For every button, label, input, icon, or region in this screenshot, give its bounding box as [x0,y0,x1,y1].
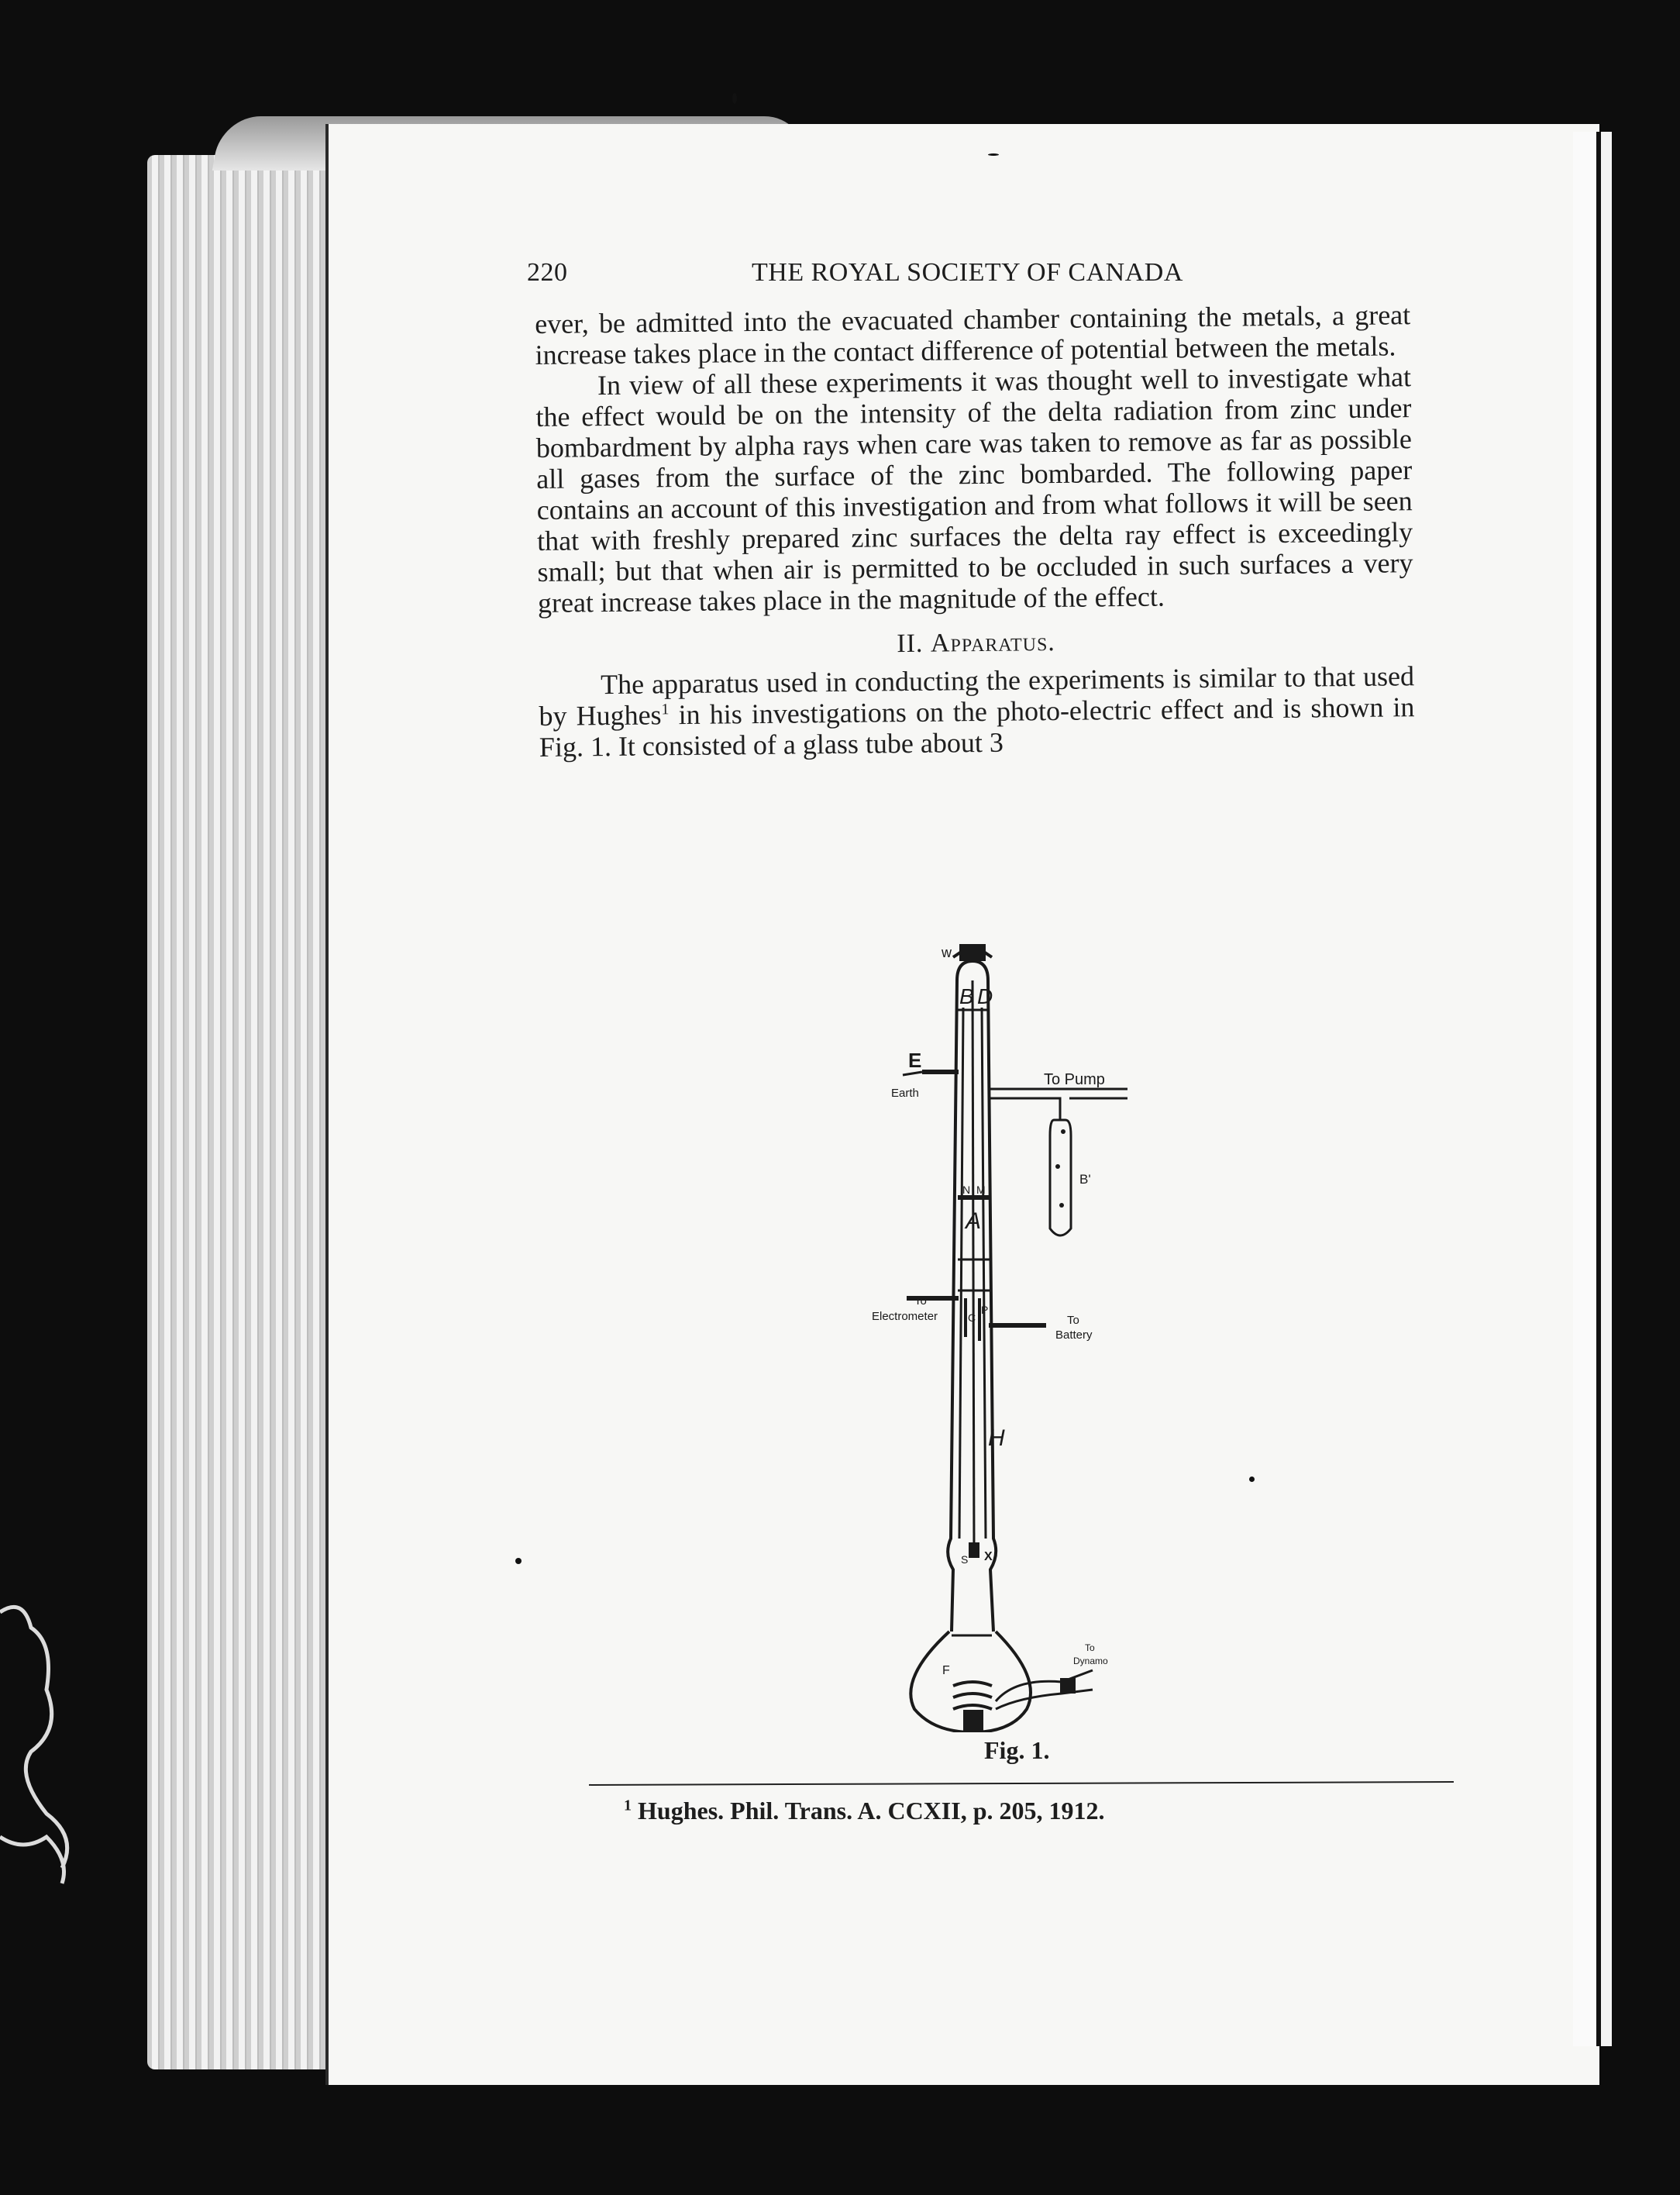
footnote-mark: 1 [624,1797,632,1814]
sample-x [969,1542,979,1558]
paragraph-3 [539,660,1415,763]
dust-speck [1249,1477,1255,1482]
label-a: A [966,1208,982,1234]
outer-tube-left [948,980,957,1632]
running-title: THE ROYAL SOCIETY OF CANADA [752,258,1183,287]
paragraph-1: ever, be admitted into the evacuated chamber containing the metals, a great increase takes place in the contact difference of potential between the metals. [535,299,1411,370]
label-to-electrometer-2: Electrometer [872,1310,938,1323]
label-w: w [942,945,952,960]
paragraph-3-start: The apparatus used in conducting the experiments is similar to that used by Hughes [539,660,1415,732]
body-text [535,299,1415,763]
filament [953,1682,992,1709]
facing-page-edge [1573,132,1612,2046]
label-to-electrometer-1: To [914,1294,927,1308]
paper-scrap [0,1581,85,1891]
dust-speck [988,153,999,156]
apparatus-figure [814,934,1170,1732]
section-number: II. [897,629,924,659]
label-to-battery-1: To [1067,1314,1079,1327]
footnote [624,1797,1104,1825]
inner-wall-left [959,1008,963,1539]
label-h: H [988,1425,1005,1451]
stopcock-head [961,946,984,960]
figure-caption: Fig. 1. [984,1736,1050,1764]
paragraph-2: In view of all these experiments it was thought well to investigate what the effect would be on the intensity of the delta radiation from zinc under bombardment by alpha rays when care was taken to remove as far as possible all gases from the surface of the zinc bombarded. The following paper contains an account of this investigation and from what follows it will be seen that with freshly prepared zinc surfaces the delta ray effect is exceedingly small; but that when air is permitted to be occluded in such surfaces a very great increase takes place in the magnitude of the effect. [535,361,1413,619]
side-tube [1050,1120,1071,1235]
footnote-reference: 1 [661,701,670,718]
footnote-text: Hughes. Phil. Trans. A. CCXII, p. 205, 1912. [638,1797,1105,1825]
page-header [527,258,1457,297]
label-to-battery-2: Battery [1055,1328,1093,1342]
label-to-dynamo-1: To [1085,1642,1095,1653]
section-heading [538,623,1413,663]
label-n: N [962,1184,971,1196]
label-p: P [981,1304,989,1316]
label-s: S [961,1553,969,1566]
label-b: B [959,984,974,1008]
label-earth: Earth [891,1087,919,1100]
background-right [1612,0,1680,2195]
central-rod [973,980,974,1554]
label-m: M [976,1184,986,1196]
dust-speck [732,93,737,104]
label-c: C [968,1311,976,1324]
paragraph-3-end: in his investigations on the photo-electric effect and is shown in Fig. 1. It consisted of a glass tube about 3 [539,691,1415,763]
page-number: 220 [527,258,568,287]
label-to-pump: To Pump [1044,1071,1105,1088]
label-f: F [942,1664,950,1677]
inner-wall-right [981,1008,989,1539]
label-e: E [908,1049,922,1072]
label-to-dynamo-2: Dynamo [1073,1656,1108,1666]
section-title: Apparatus. [930,627,1056,658]
label-x: X [984,1550,993,1563]
dust-speck [515,1558,522,1564]
label-d: D [977,984,993,1008]
label-b-prime: B' [1079,1172,1091,1187]
